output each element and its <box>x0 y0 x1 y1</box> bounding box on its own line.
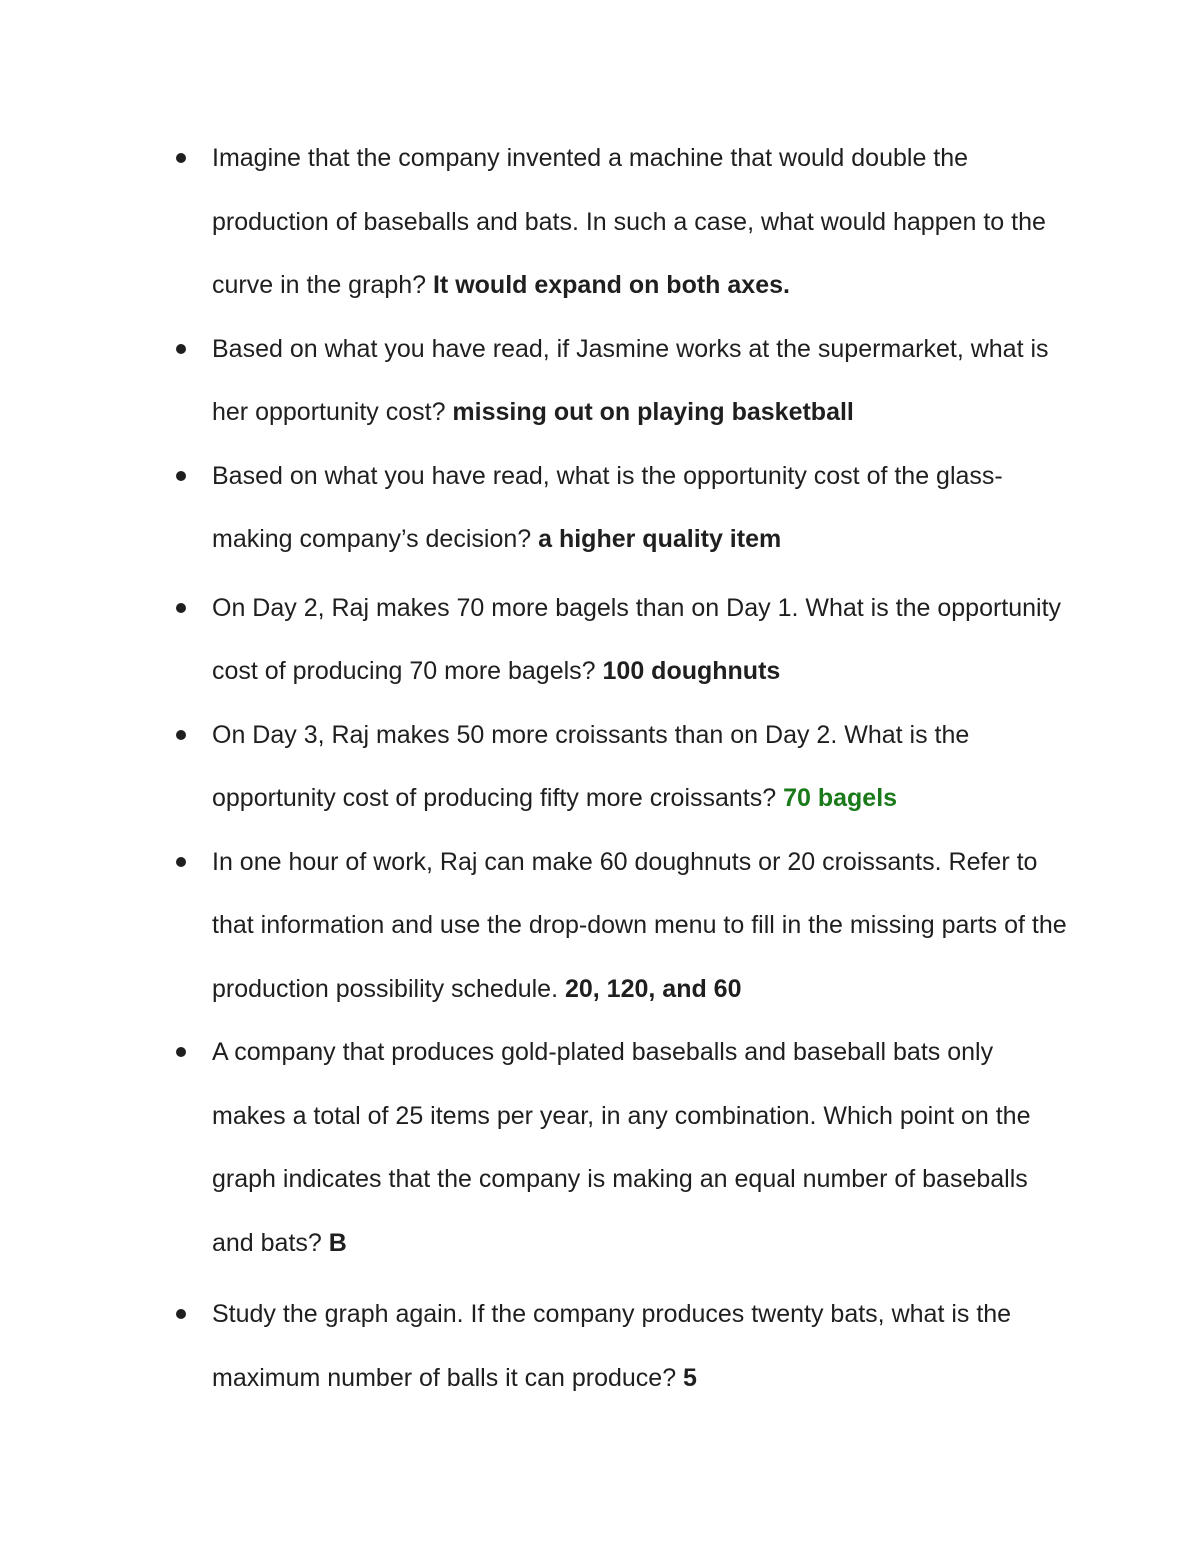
bullet-icon <box>176 471 186 481</box>
bullet-icon <box>176 1047 186 1057</box>
answer-text: 100 doughnuts <box>602 657 781 685</box>
question-text: Imagine that the company invented a machine that would double the production of baseballs and bats. In such a case, what would happen to the curve in the graph? <box>212 144 1046 299</box>
bullet-icon <box>176 730 186 740</box>
question-text: On Day 2, Raj makes 70 more bagels than on Day 1. What is the opportunity cost of producing 70 more bagels? <box>212 593 1062 685</box>
question-answer-list <box>212 127 1072 1410</box>
bullet-icon <box>176 153 186 163</box>
bullet-icon <box>176 344 186 354</box>
list-item <box>212 831 1072 1022</box>
list-item <box>212 1283 1072 1410</box>
list-item <box>212 127 1072 318</box>
list-item <box>212 318 1072 445</box>
answer-text: It would expand on both axes. <box>432 271 790 299</box>
bullet-icon <box>176 1309 186 1319</box>
bullet-icon <box>176 857 186 867</box>
bullet-icon <box>176 603 186 613</box>
answer-text: a higher quality item <box>538 525 782 553</box>
answer-text: 70 bagels <box>783 784 898 812</box>
question-text: On Day 3, Raj makes 50 more croissants than on Day 2. What is the opportunity cost of producing fifty more croissants? <box>212 720 970 812</box>
answer-text: 20, 120, and 60 <box>564 974 742 1003</box>
answer-text: missing out on playing basketball <box>452 398 854 426</box>
answer-text: 5 <box>683 1363 697 1392</box>
question-text: A company that produces gold-plated baseballs and baseball bats only makes a total of 25 items per year, in any combination. Which point on the graph indicates that the company is making an equal number of baseballs and bats? <box>212 1038 1031 1257</box>
list-item <box>212 704 1072 831</box>
list-item <box>212 1021 1072 1275</box>
answer-text: B <box>328 1228 347 1257</box>
question-text: In one hour of work, Raj can make 60 doughnuts or 20 croissants. Refer to that information and use the drop-down menu to fill in the missing parts of the production possibility schedule. <box>212 847 1067 1003</box>
question-text: Based on what you have read, what is the opportunity cost of the glass-making company’s decision? <box>212 461 1003 553</box>
question-text: Study the graph again. If the company produces twenty bats, what is the maximum number of balls it can produce? <box>212 1300 1012 1392</box>
list-item <box>212 445 1072 572</box>
question-text: Based on what you have read, if Jasmine works at the supermarket, what is her opportunity cost? <box>212 334 1049 426</box>
list-item <box>212 577 1072 704</box>
